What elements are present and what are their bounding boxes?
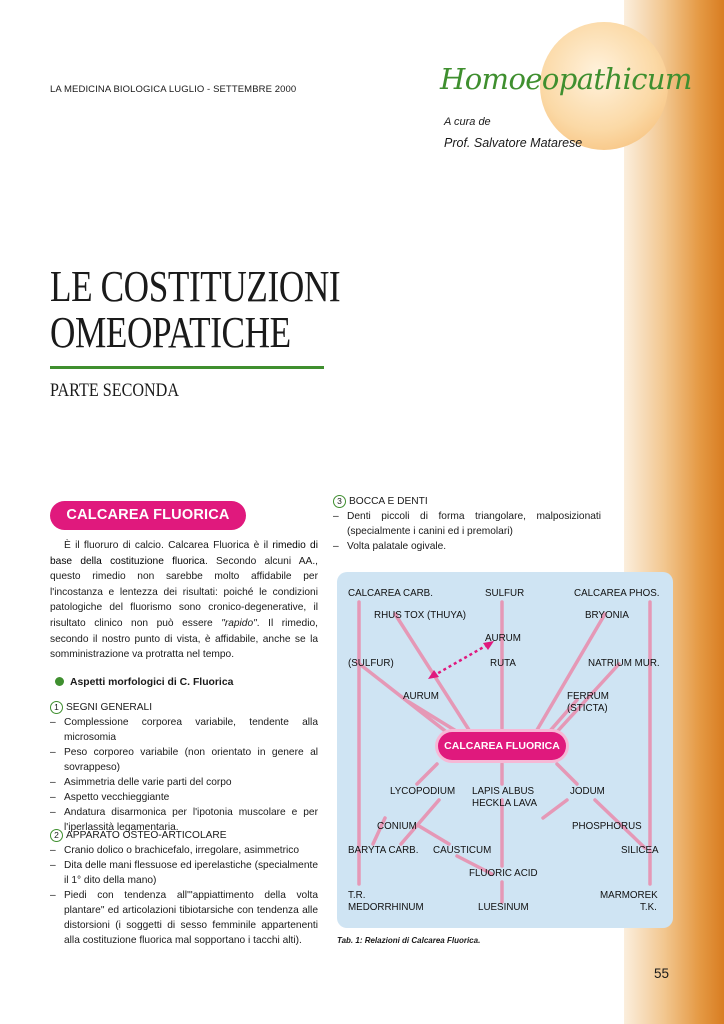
node-bryonia: BRYONIA [585,610,629,621]
list-item: – Peso corporeo variabile (non orientato in genere al sovrappeso) [50,745,318,775]
table-caption: Tab. 1: Relazioni di Calcarea Fluorica. [337,936,481,945]
link-jodum-side [543,800,567,818]
node-natrium-mur: NATRIUM MUR. [588,658,660,669]
node-rhus-tox: RHUS TOX (THUYA) [374,610,466,621]
node-lycopodium: LYCOPODIUM [390,786,456,797]
circled-number-icon: 3 [333,495,346,508]
node-lapis-albus: LAPIS ALBUS [472,786,535,797]
group-heading [50,700,318,715]
node-sticta: (STICTA) [567,703,608,714]
group-bocca-e-denti [333,494,601,554]
node-conium: CONIUM [377,821,417,832]
link-center-lycopodium [417,764,437,784]
node-fluoric-acid: FLUORIC ACID [469,868,538,879]
node-sulfur: SULFUR [485,588,525,599]
link-conium-causticum [419,826,449,844]
group-title: APPARATO OSTEO-ARTICOLARE [66,830,227,841]
intro-highlight: rimedio di base della costituzione fluorica [50,540,318,567]
group-apparato-osteo-articolare [50,828,318,948]
relations-diagram [337,572,673,928]
group-heading [333,494,601,509]
intro-paragraph [50,538,318,663]
node-sulfur-paren: (SULFUR) [348,658,394,669]
group-title: SEGNI GENERALI [66,702,153,713]
node-heckla-lava: HECKLA LAVA [472,798,537,809]
group-title: BOCCA E DENTI [349,496,428,507]
article-subtitle: PARTE SECONDA [50,380,180,401]
aspects-heading [55,677,233,688]
node-baryta-carb: BARYTA CARB. [348,845,419,856]
page-number: 55 [654,966,670,981]
bullet-icon [55,677,64,686]
list-item: – Dita delle mani flessuose ed iperelastiche (specialmente il 1° dito della mano) [50,858,318,888]
node-marmorek: MARMOREK [600,890,658,901]
list-item: – Aspetto vecchieggiante [50,790,318,805]
link-rhus-center [395,614,469,730]
node-luesinum: LUESINUM [478,902,529,913]
list-item: – Piedi con tendenza all'"appiattimento della volta plantare" ed articolazioni tibiotarsiche con tendenza alle distorsioni (i soggetti di sesso femminile appartenenti alla costituzione fluorica mal sopportano i tacchi alti). [50,888,318,948]
node-medorrhinum: MEDORRHINUM [348,902,424,913]
list-item: – Complessione corporea variabile, tendente alla microsomia [50,715,318,745]
node-aurum-left: AURUM [403,691,439,702]
brand-title: Homoeopathicum [440,62,692,96]
list-item: – Andatura disarmonica per l'ipotonia muscolare e per l'iperlassità legamentaria. [50,805,318,835]
circled-number-icon: 1 [50,701,63,714]
node-aurum-top: AURUM [485,633,521,644]
intro-quote: "rapido" [221,617,257,629]
list-item: – Asimmetria delle varie parti del corpo [50,775,318,790]
node-jodum: JODUM [570,786,605,797]
intro-text-3: . Il rimedio, secondo il nostro punto di vista, è affidabile, anche se la somministrazione va protratta nel tempo. [50,617,318,661]
article-title [50,264,340,356]
group-heading [50,828,318,843]
editor-label: A cura de [444,116,491,128]
aspects-title: Aspetti morfologici di C. Fluorica [70,677,234,688]
section-title-pill: CALCAREA FLUORICA [50,501,246,530]
node-calcarea-carb: CALCAREA CARB. [348,588,433,599]
circled-number-icon: 2 [50,829,63,842]
node-silicea: SILICEA [621,845,659,856]
link-aurum-dashed [433,644,489,676]
title-divider [50,366,324,369]
group-segni-generali [50,700,318,835]
list-item: – Cranio dolico o brachicefalo, irregolare, asimmetrico [50,843,318,858]
center-node-calcarea-fluorica: CALCAREA FLUORICA [438,732,566,760]
intro-text-2: . Secondo alcuni AA., questo rimedio non sarebbe molto affidabile per l'incostanza e lentezza dei risultati: poiché le condizioni patologiche del fluorismo sono cronico-degenerative, il risultato clinico non può essere [50,555,318,629]
list-item: – Volta palatale ogivale. [333,539,601,554]
node-ferrum: FERRUM [567,691,609,702]
intro-text-1: È il fluoruro di calcio. Calcarea Fluorica è il [64,540,273,551]
node-tr: T.R. [348,890,366,901]
title-line-1: LE COSTITUZIONI [50,262,341,311]
node-causticum: CAUSTICUM [433,845,492,856]
author-name: Prof. Salvatore Matarese [444,136,583,150]
node-ruta: RUTA [490,658,516,669]
node-phosphorus: PHOSPHORUS [572,821,642,832]
node-tk: T.K. [640,902,657,913]
node-calcarea-phos: CALCAREA PHOS. [574,588,660,599]
list-item: – Denti piccoli di forma triangolare, malposizionati (specialmente i canini ed i premolari) [333,509,601,539]
journal-header: LA MEDICINA BIOLOGICA LUGLIO - SETTEMBRE 2000 [50,84,297,95]
title-line-2: OMEOPATICHE [50,308,291,357]
link-center-jodum [557,764,577,784]
